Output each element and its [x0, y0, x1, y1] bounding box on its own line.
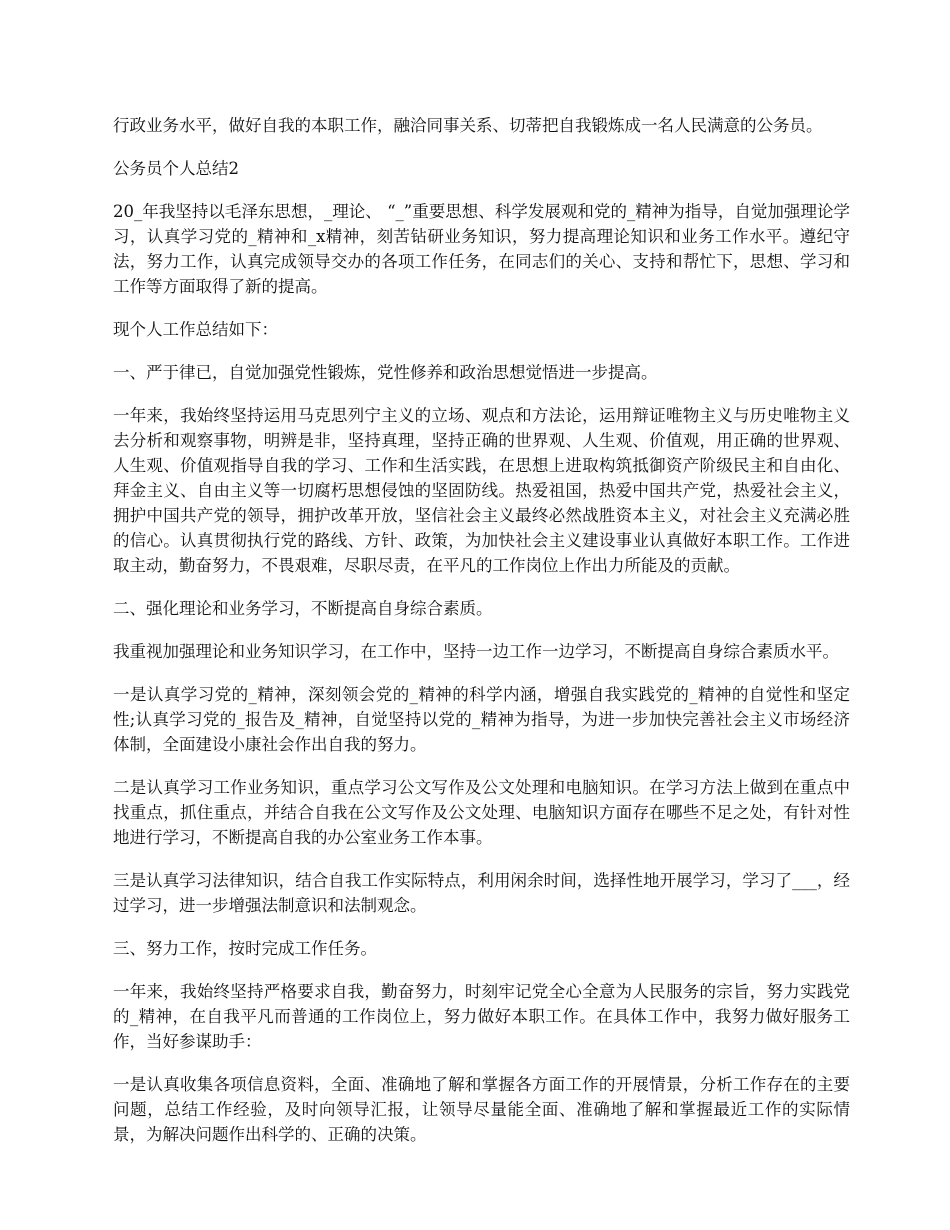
paragraph-intro-continuation: 行政业务水平，做好自我的本职工作，融洽同事关系、切蒂把自我锻炼成一名人民满意的公务员。	[113, 116, 823, 135]
document-page	[113, 113, 850, 1165]
paragraph-point-2-a: 一是认真学习党的_精神，深刻领会党的_精神的科学内涵，增强自我实践党的_精神的自觉性和坚定性;认真学习党的_报告及_精神，自觉坚持以党的_精神为指导，为进一步加快完善社会主义市场经济体制，全面建设小康社会作出自我的努力。	[113, 685, 850, 754]
paragraph-point-2-c: 三是认真学习法律知识，结合自我工作实际特点，利用闲余时间，选择性地开展学习，学习了___，经过学习，进一步增强法制意识和法制观念。	[113, 871, 850, 915]
paragraph-lead-in: 现个人工作总结如下：	[113, 320, 278, 339]
paragraph-point-2-intro: 我重视加强理论和业务知识学习，在工作中，坚持一边工作一边学习，不断提高自身综合素质水平。	[113, 642, 839, 661]
section-heading: 公务员个人总结2	[113, 159, 239, 178]
point-heading-3: 三、努力工作，按时完成工作任务。	[113, 939, 377, 958]
point-heading-2: 二、强化理论和业务学习，不断提高自身综合素质。	[113, 599, 493, 618]
paragraph-point-2-b: 二是认真学习工作业务知识，重点学习公文写作及公文处理和电脑知识。在学习方法上做到在重点中找重点，抓住重点，并结合自我在公文写作及公文处理、电脑知识方面存在哪些不足之处，有针对性地进行学习，不断提高自我的办公室业务工作本事。	[113, 778, 850, 847]
paragraph-point-3-a: 一是认真收集各项信息资料，全面、准确地了解和掌握各方面工作的开展情景，分析工作存在的主要问题，总结工作经验，及时向领导汇报，让领导尽量能全面、准确地了解和掌握最近工作的实际情景，为解决问题作出科学的、正确的决策。	[113, 1075, 850, 1144]
point-heading-1: 一、严于律已，自觉加强党性锻炼，党性修养和政治思想觉悟进一步提高。	[113, 363, 658, 382]
paragraph-summary: 20_年我坚持以毛泽东思想，_理论、 “_”重要思想、科学发展观和党的_精神为指导，自觉加强理论学习，认真学习党的_精神和_x精神，刻苦钻研业务知识，努力提高理论知识和业务工作水平。遵纪守法，努力工作，认真完成领导交办的各项工作任务，在同志们的关心、支持和帮忙下，思想、学习和工作等方面取得了新的提高。	[113, 202, 850, 296]
paragraph-point-3-intro: 一年来，我始终坚持严格要求自我，勤奋努力，时刻牢记党全心全意为人民服务的宗旨，努力实践党的_精神，在自我平凡而普通的工作岗位上，努力做好本职工作。在具体工作中，我努力做好服务工作，当好参谋助手：	[113, 982, 850, 1051]
paragraph-point-1: 一年来，我始终坚持运用马克思列宁主义的立场、观点和方法论，运用辩证唯物主义与历史唯物主义去分析和观察事物，明辨是非，坚持真理，坚持正确的世界观、人生观、价值观，用正确的世界观、人生观、价值观指导自我的学习、工作和生活实践，在思想上进取构筑抵御资产阶级民主和自由化、拜金主义、自由主义等一切腐朽思想侵蚀的坚固防线。热爱祖国，热爱中国共产党，热爱社会主义，拥护中国共产党的领导，拥护改革开放，坚信社会主义最终必然战胜资本主义，对社会主义充满必胜的信心。认真贯彻执行党的路线、方针、政策，为加快社会主义建设事业认真做好本职工作。工作进取主动，勤奋努力，不畏艰难，尽职尽责，在平凡的工作岗位上作出力所能及的贡献。	[113, 406, 850, 575]
